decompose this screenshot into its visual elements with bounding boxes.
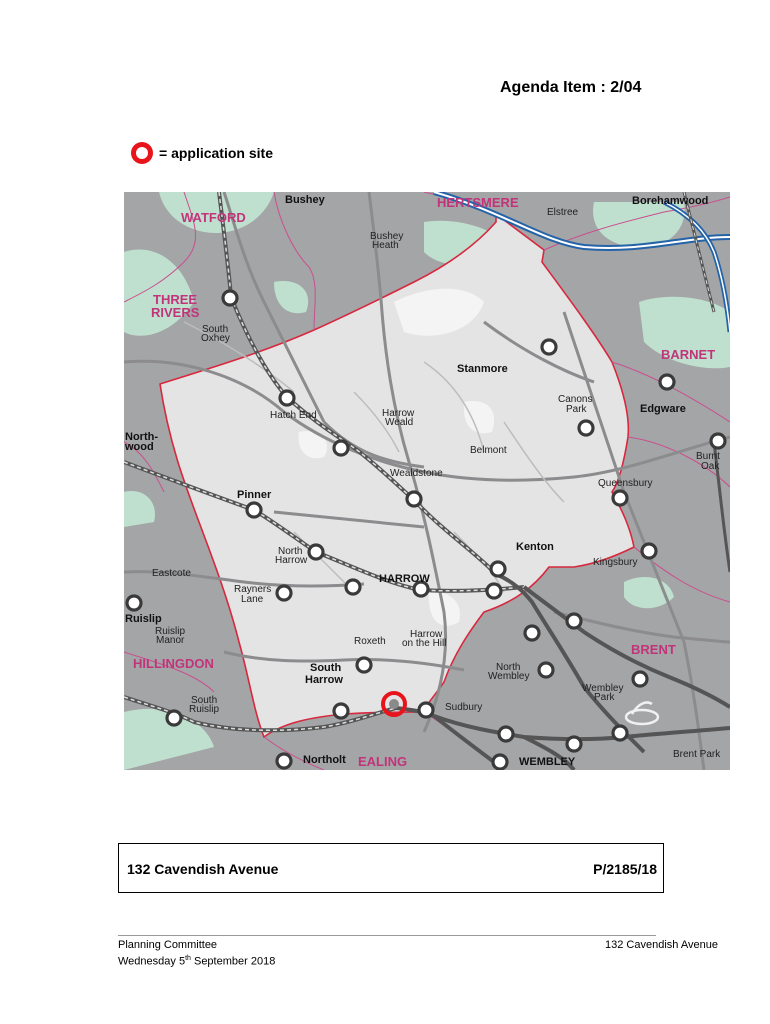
- map-svg: [124, 192, 730, 770]
- label-south-harrow: South: [310, 662, 342, 674]
- label-kingsbury: Kingsbury: [593, 557, 638, 568]
- label-ealing: EALING: [358, 754, 408, 769]
- label-wealdstone: Wealdstone: [390, 468, 443, 479]
- application-reference: P/2185/18: [593, 861, 657, 877]
- label-bushey-heath: Bushey: [370, 231, 404, 242]
- label-burnt-oak-2: Oak: [701, 461, 720, 472]
- label-brent-park: Brent Park: [673, 749, 721, 760]
- site-address: 132 Cavendish Avenue: [127, 861, 279, 877]
- site-info-box: [118, 843, 664, 893]
- label-harrow-weald-2: Weald: [385, 417, 414, 428]
- station-marker: [660, 375, 674, 389]
- label-north-wembley-2: Wembley: [488, 671, 530, 682]
- station-marker: [357, 658, 371, 672]
- label-north-harrow: North: [278, 546, 303, 557]
- label-hertsmere: HERTSMERE: [437, 195, 519, 210]
- station-marker: [491, 562, 505, 576]
- label-rayners-lane-2: Lane: [241, 594, 264, 605]
- station-marker: [334, 441, 348, 455]
- station-marker: [567, 614, 581, 628]
- legend-text: = application site: [159, 145, 273, 161]
- station-marker: [309, 545, 323, 559]
- station-marker: [346, 580, 360, 594]
- label-burnt-oak: Burnt: [696, 451, 720, 462]
- label-hatch-end: Hatch End: [270, 410, 317, 421]
- label-watford: WATFORD: [181, 210, 246, 225]
- station-marker: [633, 672, 647, 686]
- label-ruislip-manor: Ruislip: [155, 626, 186, 637]
- station-marker: [419, 703, 433, 717]
- label-wembley-park-2: Park: [594, 692, 615, 703]
- footer-date: [118, 952, 275, 969]
- station-marker: [642, 544, 656, 558]
- station-marker: [539, 663, 553, 677]
- station-marker: [525, 626, 539, 640]
- station-marker: [487, 584, 501, 598]
- label-elstree: Elstree: [547, 207, 579, 218]
- label-north-wembley: North: [496, 662, 521, 673]
- agenda-item-title: Agenda Item : 2/04: [500, 79, 642, 96]
- label-harrow-on-the-hill: Harrow: [410, 629, 443, 640]
- label-borehamwood: Borehamwood: [632, 195, 709, 207]
- station-marker: [223, 291, 237, 305]
- label-harrow-on-the-hill-2: on the Hill: [402, 638, 447, 649]
- label-canons-park: Canons: [558, 394, 593, 405]
- label-south-ruislip: South: [191, 695, 218, 706]
- legend: [131, 142, 273, 164]
- station-marker: [711, 434, 725, 448]
- label-barnet: BARNET: [661, 347, 716, 362]
- label-belmont: Belmont: [470, 445, 507, 456]
- footer-committee: Planning Committee: [118, 939, 218, 951]
- footer-address: 132 Cavendish Avenue: [605, 939, 718, 951]
- label-rayners-lane: Rayners: [234, 584, 272, 595]
- label-pinner: Pinner: [237, 489, 272, 501]
- label-canons-park-2: Park: [566, 404, 587, 415]
- station-marker: [277, 586, 291, 600]
- label-brent: BRENT: [631, 642, 676, 657]
- label-south-oxhey-2: Oxhey: [201, 333, 230, 344]
- station-marker: [334, 704, 348, 718]
- label-northwood: North-: [125, 431, 158, 443]
- label-harrow: HARROW: [379, 573, 430, 585]
- label-eastcote: Eastcote: [152, 568, 191, 579]
- location-map: [124, 192, 730, 770]
- label-north-harrow-2: Harrow: [275, 555, 308, 566]
- label-ruislip-manor-2: Manor: [156, 635, 185, 646]
- footer-divider: [118, 935, 656, 936]
- label-ruislip: Ruislip: [125, 613, 162, 625]
- station-marker: [280, 391, 294, 405]
- station-marker: [613, 726, 627, 740]
- station-marker: [499, 727, 513, 741]
- station-marker: [407, 492, 421, 506]
- label-northolt: Northolt: [303, 754, 346, 766]
- label-wembley: WEMBLEY: [519, 756, 576, 768]
- label-kenton: Kenton: [516, 541, 554, 553]
- footer-date-prefix: Wednesday 5: [118, 955, 186, 968]
- station-marker: [613, 491, 627, 505]
- footer-date-suffix: September 2018: [190, 955, 276, 968]
- label-bushey: Bushey: [285, 194, 325, 206]
- station-marker: [542, 340, 556, 354]
- footer-date-sup: th: [185, 955, 191, 962]
- label-northwood-2: wood: [125, 441, 154, 453]
- station-marker: [277, 754, 291, 768]
- station-marker: [167, 711, 181, 725]
- label-south-harrow-2: Harrow: [305, 674, 343, 686]
- label-harrow-weald: Harrow: [382, 408, 415, 419]
- label-stanmore: Stanmore: [457, 363, 508, 375]
- label-south-ruislip-2: Ruislip: [189, 704, 220, 715]
- application-site-marker-icon: [131, 142, 153, 164]
- label-queensbury: Queensbury: [598, 478, 653, 489]
- label-hillingdon: HILLINGDON: [133, 656, 214, 671]
- station-marker: [493, 755, 507, 769]
- station-marker: [127, 596, 141, 610]
- station-marker: [247, 503, 261, 517]
- label-south-oxhey: South: [202, 324, 229, 335]
- label-roxeth: Roxeth: [354, 636, 386, 647]
- station-marker: [567, 737, 581, 751]
- label-edgware: Edgware: [640, 403, 686, 415]
- label-bushey-heath-2: Heath: [372, 240, 399, 251]
- label-three-rivers: THREE: [153, 292, 198, 307]
- label-three-rivers-2: RIVERS: [151, 305, 200, 320]
- station-marker: [579, 421, 593, 435]
- label-wembley-park: Wembley: [582, 683, 624, 694]
- footer-left: [118, 939, 275, 969]
- label-sudbury: Sudbury: [445, 702, 483, 713]
